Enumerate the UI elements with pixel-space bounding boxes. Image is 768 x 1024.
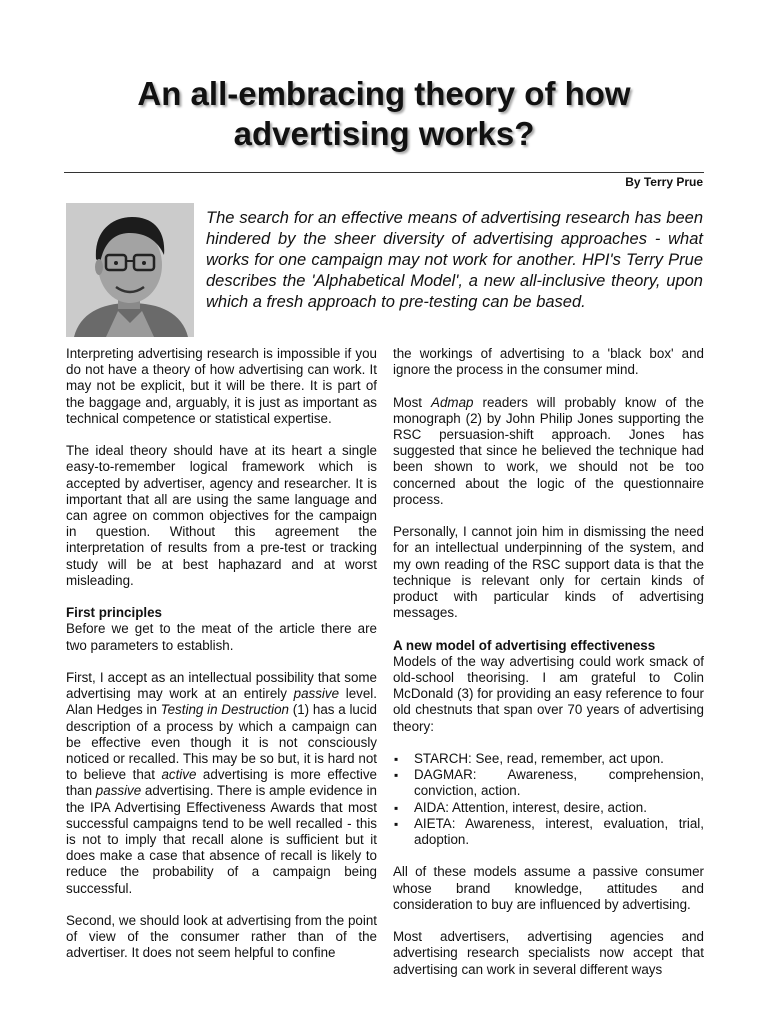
section-heading-first-principles: First principles: [66, 605, 162, 621]
paragraph: Models of the way advertising could work smack of old-school theorising. I am grateful to Colin McDonald (3) for providing an easy reference to four old chestnuts that span over 70 years of advertising theory:: [393, 653, 704, 734]
paragraph: Second, we should look at advertising from the point of view of the consumer rather than of the advertiser. It does not seem helpful to confine: [66, 913, 377, 961]
paragraph: All of these models assume a passive consumer whose brand knowledge, attitudes and consideration to buy are influenced by advertising.: [393, 864, 704, 912]
text-run: readers will probably know of the monograph (2) by John Philip Jones supporting the RSC persuasion-shift approach. Jones has suggested that since he believed the technique had been shown to work, we should not be too concerned about the logic of the questionnaire process.: [393, 394, 704, 507]
emphasis-passive: passive: [293, 686, 340, 702]
emphasis-book-title: Testing in Destruction: [160, 702, 290, 718]
emphasis-admap: Admap: [431, 394, 474, 410]
byline: By Terry Prue: [625, 175, 703, 189]
paragraph: The ideal theory should have at its heart a single easy-to-remember logical framework which is accepted by advertiser, agency and researcher. It is important that all are using the same language and can agree on common objectives for the campaign in question. Without this agreement the interpretation of results from a pre-test or tracking study will be at best haphazard and at worst misleading.: [66, 443, 377, 588]
text-run: First, I accept as an intellectual possibility that some advertising may work at an entirely: [66, 670, 377, 702]
standfirst-intro: The search for an effective means of advertising research has been hindered by the sheer diversity of advertising approaches - what works for one campaign may not work for another. HPI's Terry Prue describes the 'Alphabetical Model', a new all-inclusive theory, upon which a fresh approach to pre-testing can be based.: [206, 209, 703, 311]
paragraph: Most advertisers, advertising agencies and advertising research specialists now accept that advertising can work in several different ways: [393, 929, 704, 977]
article-column-right: [393, 346, 704, 994]
emphasis-active: active: [161, 767, 197, 783]
article-title: An all-embracing theory of how advertising works?: [137, 75, 631, 152]
emphasis-passive: passive: [95, 783, 142, 799]
text-run: (1) has a lucid description of a process by which a campaign can be effective even though it is not consciously noticed or recalled. This may be so but, it is hard not to believe that: [66, 702, 377, 783]
list-item: ▪ DAGMAR: Awareness, comprehension, conviction, action.: [393, 767, 704, 799]
author-photo: [66, 203, 194, 337]
list-item: ▪ AIDA: Attention, interest, desire, action.: [393, 800, 704, 816]
paragraph: [66, 670, 377, 897]
text-run: Most: [393, 394, 432, 410]
paragraph: Before we get to the meat of the article there are two parameters to establish.: [66, 621, 377, 653]
text-run: advertising is more effective than: [66, 767, 377, 799]
list-item: ▪ AIETA: Awareness, interest, evaluation, trial, adoption.: [393, 816, 704, 848]
paragraph: Personally, I cannot join him in dismissing the need for an intellectual underpinning of the system, and my own reading of the RSC support data is that the technique is relevant only for certain kinds of product with particular kinds of advertising messages.: [393, 524, 704, 621]
paragraph: [393, 395, 704, 508]
text-run: level. Alan Hedges in: [66, 686, 377, 718]
text-run: advertising. There is ample evidence in the IPA Advertising Effectiveness Awards that most successful campaigns tend to be well recalled - this is not to imply that recall alone is sufficient but it does make a case that absence of recall is likely to reduce the probability of a campaign being successful.: [66, 783, 377, 896]
list-item: ▪ STARCH: See, read, remember, act upon.: [393, 751, 704, 767]
model-list: [393, 751, 704, 848]
paragraph: Interpreting advertising research is impossible if you do not have a theory of how advertising can work. It may not be explicit, but it will be there. It is part of the baggage and, arguably, it is just as important as technical competence or statistical expertise.: [66, 346, 377, 426]
section-heading-new-model: A new model of advertising effectiveness: [393, 637, 656, 653]
title-divider: [64, 172, 704, 173]
paragraph: the workings of advertising to a 'black box' and ignore the process in the consumer mind.: [393, 346, 704, 378]
article-column-left: [66, 346, 377, 978]
